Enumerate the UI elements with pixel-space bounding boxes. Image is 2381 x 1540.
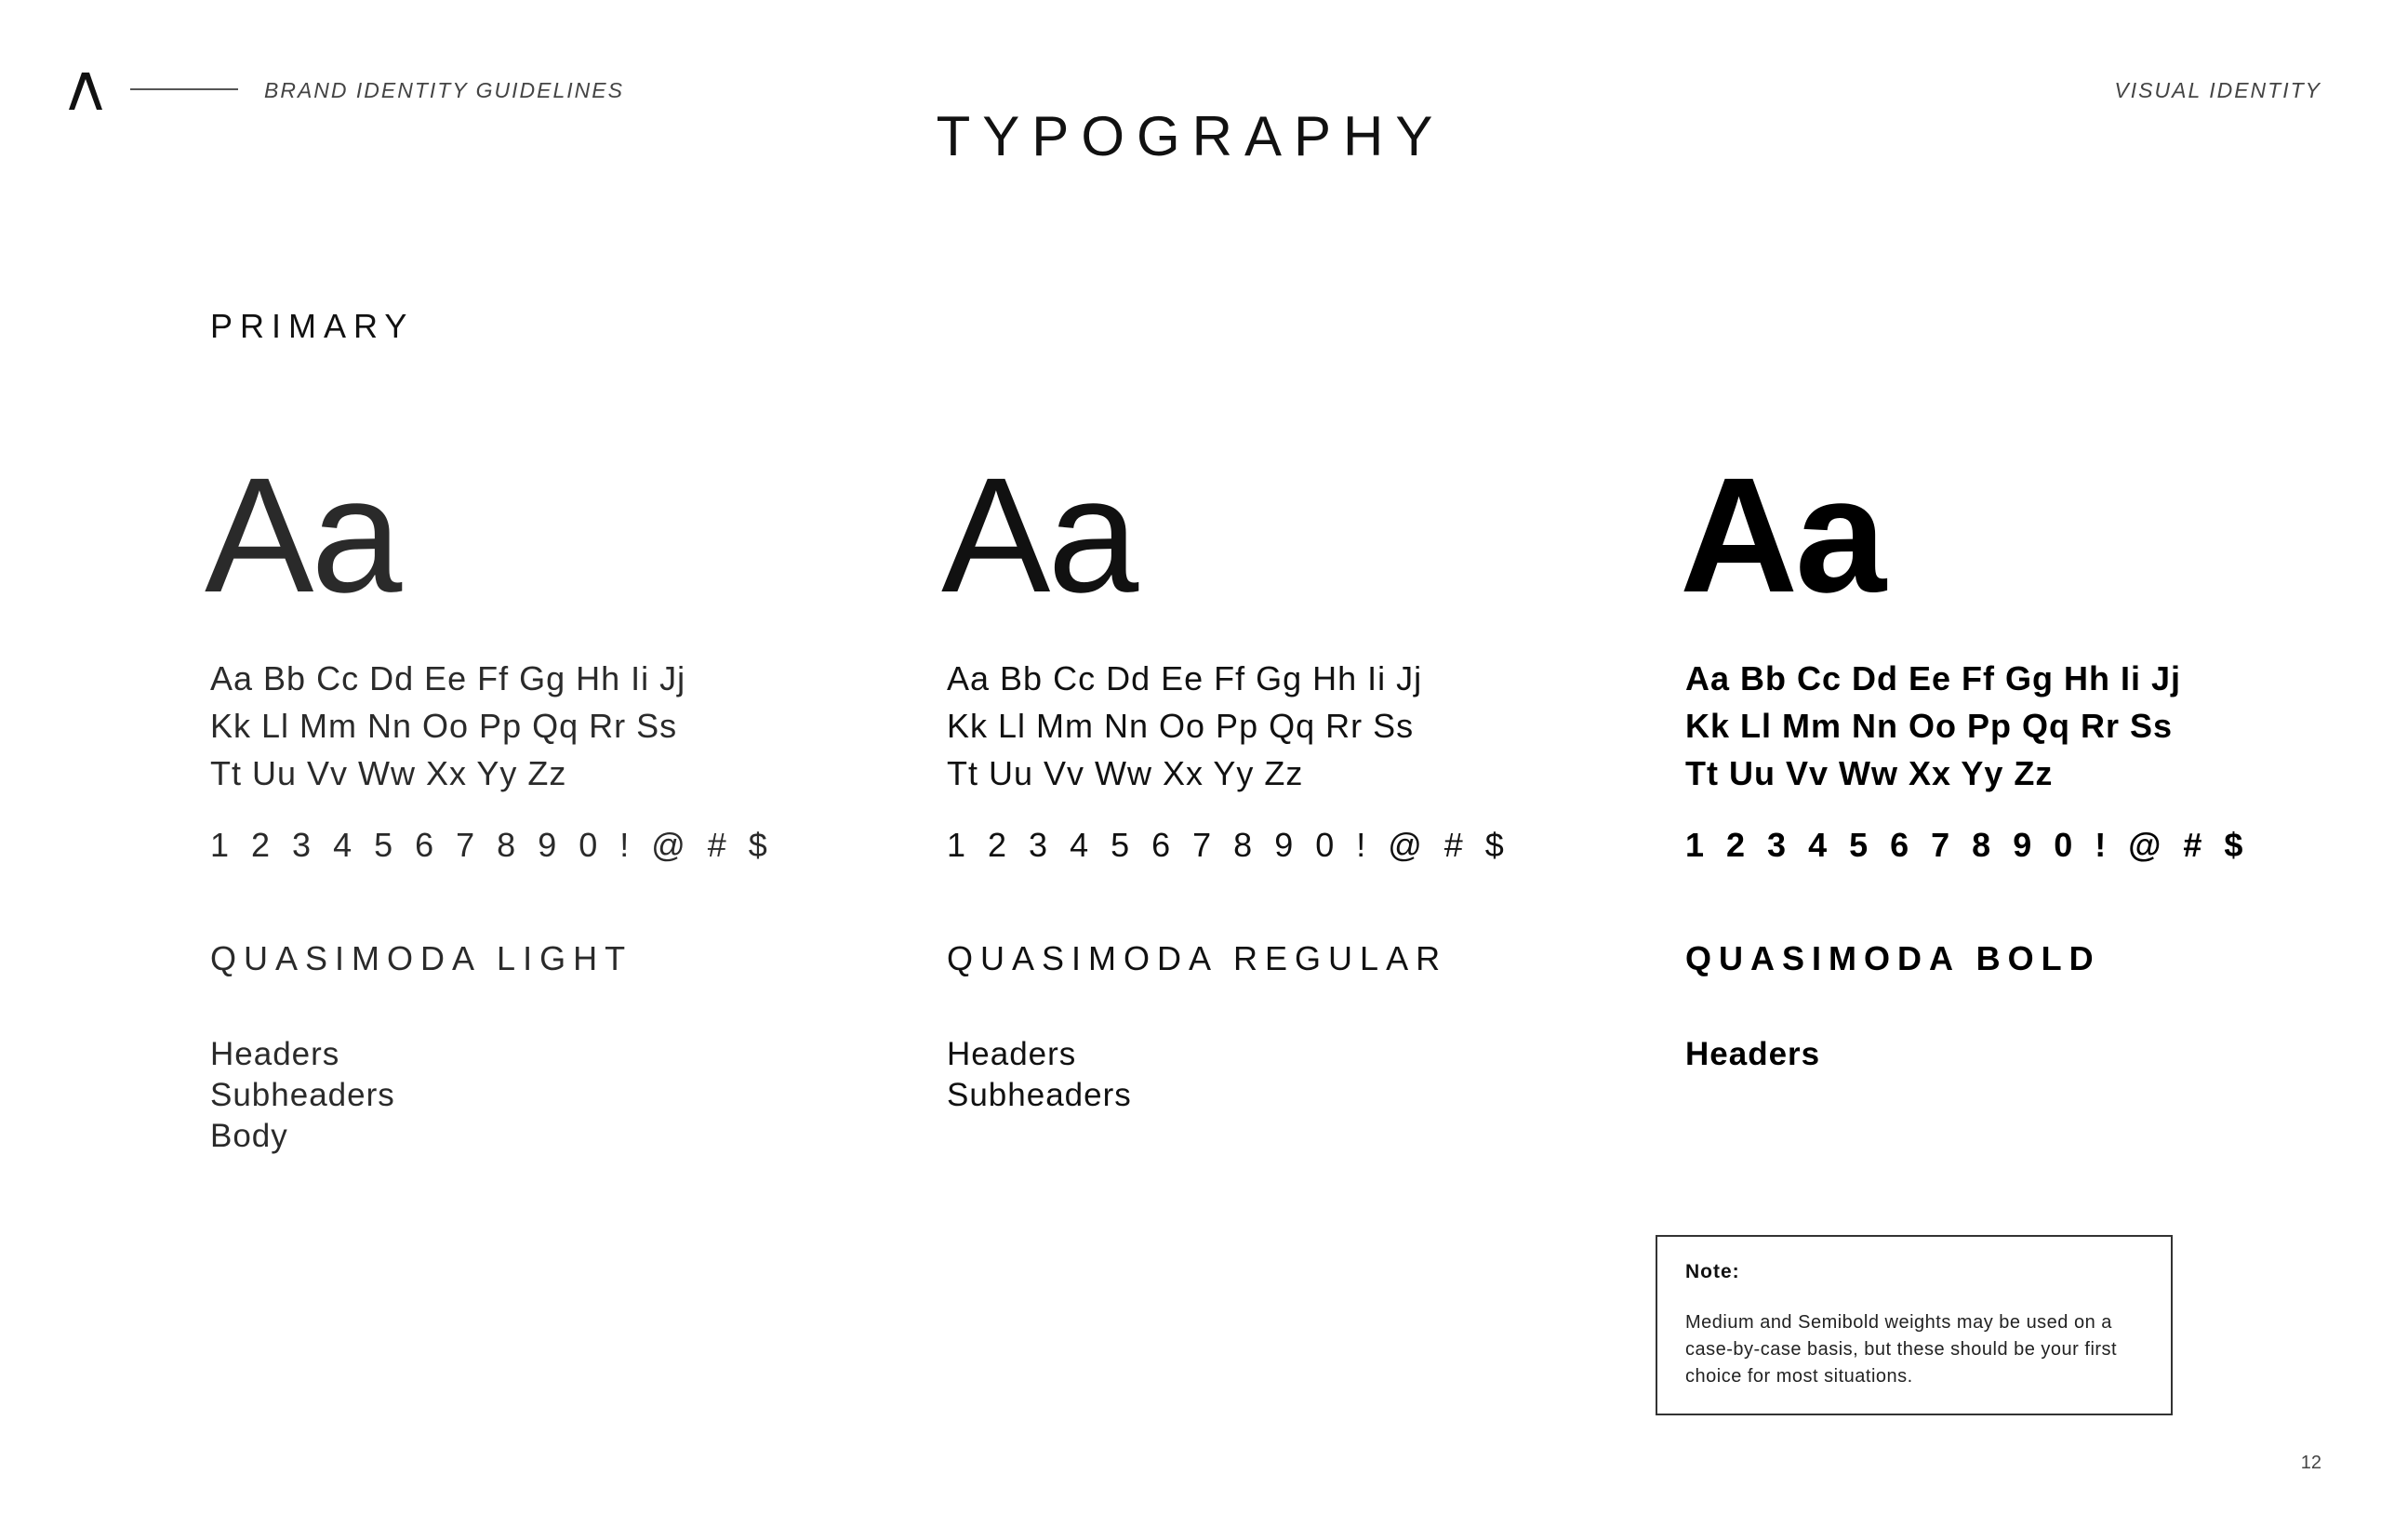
page-title: TYPOGRAPHY [936, 105, 1445, 167]
font-weight-name: QUASIMODA BOLD [1685, 939, 2101, 977]
font-weight-name: QUASIMODA LIGHT [210, 939, 633, 977]
note-box [1656, 1235, 2173, 1415]
usage-item: Headers [1685, 1036, 1821, 1072]
alphabet-line: Tt Uu Vv Ww Xx Yy Zz [947, 754, 1304, 792]
usage-item: Subheaders [947, 1077, 1132, 1113]
font-column-light [205, 0, 880, 1540]
font-column-regular [941, 0, 1616, 1540]
alphabet-sample [210, 655, 685, 797]
usage-item: Headers [210, 1036, 340, 1072]
alphabet-line: Aa Bb Cc Dd Ee Ff Gg Hh Ii Jj [947, 659, 1423, 697]
usage-list [1685, 1034, 1820, 1075]
note-title: Note: [1685, 1261, 1740, 1282]
font-weight-name: QUASIMODA REGULAR [947, 939, 1448, 977]
font-sample-glyph: Aa [941, 445, 1137, 627]
font-sample-glyph: Aa [205, 445, 400, 627]
alphabet-line: Tt Uu Vv Ww Xx Yy Zz [1685, 754, 2054, 792]
digits-sample: 1 2 3 4 5 6 7 8 9 0 ! @ # $ [947, 826, 1510, 864]
alphabet-sample [1685, 655, 2181, 797]
alphabet-line: Kk Ll Mm Nn Oo Pp Qq Rr Ss [947, 707, 1415, 745]
digits-sample: 1 2 3 4 5 6 7 8 9 0 ! @ # $ [210, 826, 774, 864]
alphabet-line: Aa Bb Cc Dd Ee Ff Gg Hh Ii Jj [210, 659, 686, 697]
header-section-title: VISUAL IDENTITY [2114, 78, 2321, 102]
alphabet-line: Kk Ll Mm Nn Oo Pp Qq Rr Ss [1685, 707, 2174, 745]
section-heading: PRIMARY [210, 307, 415, 345]
usage-item: Headers [947, 1036, 1077, 1072]
usage-item: Subheaders [210, 1077, 395, 1113]
usage-item: Body [210, 1118, 288, 1154]
alphabet-line: Kk Ll Mm Nn Oo Pp Qq Rr Ss [210, 707, 678, 745]
alphabet-sample [947, 655, 1422, 797]
alphabet-line: Tt Uu Vv Ww Xx Yy Zz [210, 754, 567, 792]
usage-list [210, 1034, 395, 1157]
alphabet-line: Aa Bb Cc Dd Ee Ff Gg Hh Ii Jj [1685, 659, 2182, 697]
font-sample-glyph: Aa [1680, 445, 1883, 627]
header-document-title: BRAND IDENTITY GUIDELINES [264, 78, 624, 102]
page-number: 12 [2300, 1453, 2321, 1473]
usage-list [947, 1034, 1132, 1116]
note-body: Medium and Semibold weights may be used on a case-by-case basis, but these should be your first choice for most situations. [1685, 1312, 2118, 1387]
digits-sample: 1 2 3 4 5 6 7 8 9 0 ! @ # $ [1685, 826, 2250, 864]
